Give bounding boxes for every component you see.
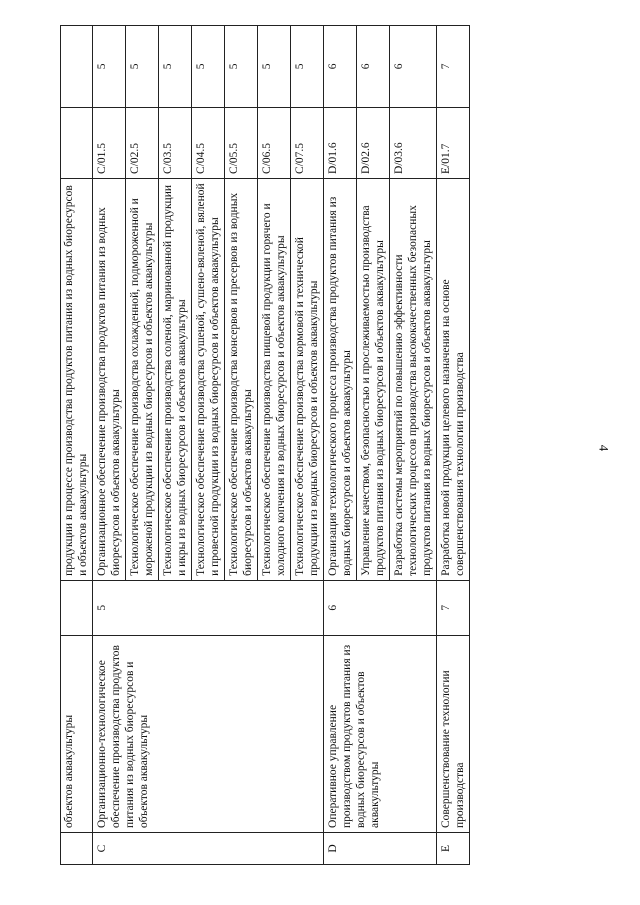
function-code-cell: C/06.5 — [258, 107, 291, 178]
group-level-cell: 5 — [93, 580, 324, 635]
function-level-cell — [61, 26, 93, 108]
group-name-cell: Совершенствование технологии производства — [437, 635, 470, 832]
group-name-cell: объектов аквакультуры — [61, 635, 93, 832]
function-code-cell: C/03.5 — [159, 107, 192, 178]
function-level-cell: 5 — [159, 26, 192, 108]
function-name-cell: Управление качеством, безопасностью и прослеживаемостью производства продуктов питания из водных биоресурсов и объектов аквакультуры — [357, 178, 390, 580]
function-level-cell: 6 — [390, 26, 437, 108]
function-name-cell: Технологическое обеспечение производства пищевой продукции горячего и холодного копчения из водных биоресурсов и объектов аквакультуры — [258, 178, 291, 580]
function-level-cell: 5 — [192, 26, 225, 108]
function-name-cell: Организационное обеспечение производства продуктов питания из водных биоресурсов и объектов аквакультуры — [93, 178, 126, 580]
group-name-cell: Организационно-технологическое обеспечение производства продуктов питания из водных биоресурсов и объектов аквакультуры — [93, 635, 324, 832]
function-level-cell: 5 — [291, 26, 324, 108]
page-number: 4 — [596, 444, 612, 452]
function-level-cell: 5 — [225, 26, 258, 108]
table-row — [61, 26, 93, 865]
group-level-cell: 7 — [437, 580, 470, 635]
function-name-cell: Разработка системы мероприятий по повышению эффективности технологических процессов производства высококачественных безопасных продуктов питания из водных биоресурсов и объектов аквакультуры — [390, 178, 437, 580]
function-code-cell: D/02.6 — [357, 107, 390, 178]
function-name-cell: Разработка новой продукции целевого назначения на основе совершенствования технологии производства — [437, 178, 470, 580]
function-code-cell: D/03.6 — [390, 107, 437, 178]
function-level-cell: 7 — [437, 26, 470, 108]
function-name-cell: Технологическое обеспечение производства охлажденной, подмороженной и мороженой продукции из водных биоресурсов и объектов аквакультуры — [126, 178, 159, 580]
function-code-cell: C/04.5 — [192, 107, 225, 178]
function-name-cell: Технологическое обеспечение производства кормовой и технической продукции из водных биоресурсов и объектов аквакультуры — [291, 178, 324, 580]
function-code-cell: C/02.5 — [126, 107, 159, 178]
function-code-cell: C/07.5 — [291, 107, 324, 178]
group-level-cell: 6 — [324, 580, 437, 635]
table-row — [93, 26, 126, 865]
function-level-cell: 5 — [126, 26, 159, 108]
table-row — [324, 26, 357, 865]
function-name-cell: Организация технологического процесса производства продуктов питания из водных биоресурсов и объектов аквакультуры — [324, 178, 357, 580]
function-level-cell: 5 — [93, 26, 126, 108]
function-code-cell — [61, 107, 93, 178]
group-code-cell: C — [93, 832, 324, 864]
group-level-cell — [61, 580, 93, 635]
function-name-cell: продукции в процессе производства продуктов питания из водных биоресурсов и объектов аквакультуры — [61, 178, 93, 580]
function-code-cell: C/01.5 — [93, 107, 126, 178]
function-code-cell: C/05.5 — [225, 107, 258, 178]
function-level-cell: 6 — [324, 26, 357, 108]
group-code-cell: D — [324, 832, 437, 864]
group-name-cell: Оперативное управление производством продуктов питания из водных биоресурсов и объектов аквакультуры — [324, 635, 437, 832]
function-name-cell: Технологическое обеспечение производства соленой, маринованной продукции и икры из водных биоресурсов и объектов аквакультуры — [159, 178, 192, 580]
function-level-cell: 5 — [258, 26, 291, 108]
function-level-cell: 6 — [357, 26, 390, 108]
rotated-table-container — [60, 25, 640, 865]
function-code-cell: E/01.7 — [437, 107, 470, 178]
table-row — [437, 26, 470, 865]
function-name-cell: Технологическое обеспечение производства консервов и пресервов из водных биоресурсов и объектов аквакультуры — [225, 178, 258, 580]
group-code-cell — [61, 832, 93, 864]
function-name-cell: Технологическое обеспечение производства сушеной, сушено-вяленой, вяленой и провесной продукции из водных биоресурсов и объектов аквакультуры — [192, 178, 225, 580]
group-code-cell: E — [437, 832, 470, 864]
labor-functions-table — [60, 25, 470, 865]
function-code-cell: D/01.6 — [324, 107, 357, 178]
